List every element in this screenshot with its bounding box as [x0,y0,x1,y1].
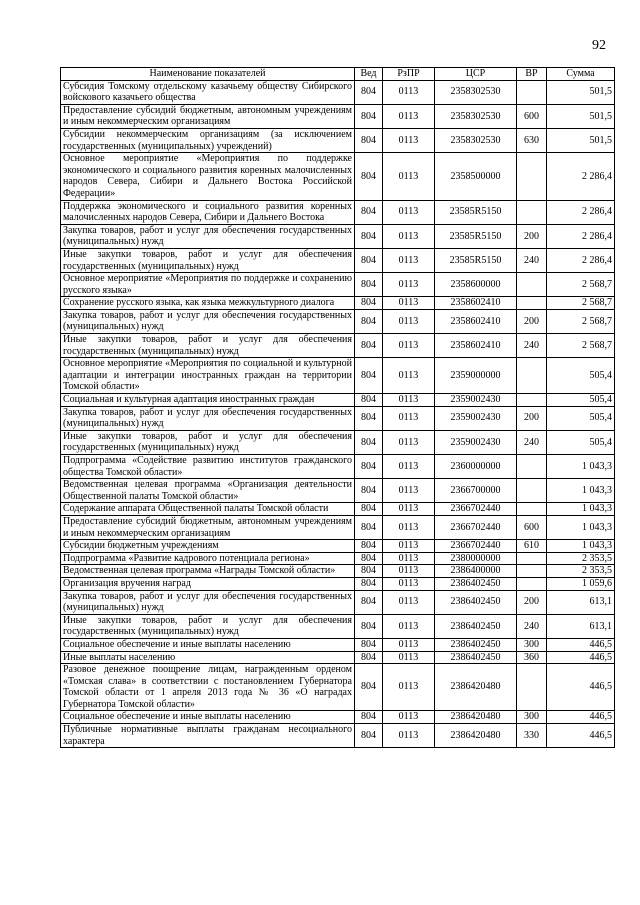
table-row [61,651,615,664]
cell-vr: 600 [517,515,547,539]
cell-sum: 505,4 [547,358,615,394]
cell-name: Закупка товаров, работ и услуг для обеспечения государственных (муниципальных) нужд [61,224,355,248]
cell-name: Социальное обеспечение и иные выплаты населению [61,711,355,724]
table-row [61,577,615,590]
cell-sum: 446,5 [547,711,615,724]
table-row [61,273,615,297]
cell-csr: 2358600000 [435,273,517,297]
cell-csr: 2386420480 [435,711,517,724]
cell-sum: 2 286,4 [547,224,615,248]
cell-sum: 2 568,7 [547,309,615,333]
cell-vr [517,455,547,479]
cell-ved: 804 [355,540,383,553]
cell-csr: 2359000000 [435,358,517,394]
header-name: Наименование показателей [61,68,355,81]
cell-rzpr: 0113 [383,565,435,578]
cell-vr [517,153,547,200]
cell-vr: 330 [517,724,547,748]
cell-csr: 2358302530 [435,80,517,104]
table-row [61,200,615,224]
table-row [61,153,615,200]
cell-name: Подпрограмма «Развитие кадрового потенциала региона» [61,552,355,565]
cell-vr: 600 [517,104,547,128]
cell-sum: 2 568,7 [547,297,615,310]
cell-vr: 200 [517,590,547,614]
cell-ved: 804 [355,711,383,724]
cell-rzpr: 0113 [383,200,435,224]
cell-sum: 2 286,4 [547,153,615,200]
cell-ved: 804 [355,406,383,430]
table-row [61,515,615,539]
table-row [61,590,615,614]
cell-ved: 804 [355,297,383,310]
cell-name: Субсидии бюджетным учреждениям [61,540,355,553]
cell-sum: 446,5 [547,651,615,664]
cell-vr: 610 [517,540,547,553]
cell-rzpr: 0113 [383,153,435,200]
cell-ved: 804 [355,334,383,358]
cell-csr: 2386400000 [435,565,517,578]
cell-ved: 804 [355,664,383,711]
cell-ved: 804 [355,651,383,664]
cell-csr: 2366702440 [435,515,517,539]
table-header-row [61,68,615,81]
cell-csr: 2366702440 [435,540,517,553]
cell-ved: 804 [355,80,383,104]
cell-vr [517,358,547,394]
cell-rzpr: 0113 [383,552,435,565]
table-row [61,479,615,503]
cell-sum: 1 043,3 [547,455,615,479]
table-row [61,724,615,748]
cell-rzpr: 0113 [383,394,435,407]
page-number: 92 [592,38,606,53]
cell-csr: 2358602410 [435,297,517,310]
cell-name: Организация вручения наград [61,577,355,590]
cell-csr: 2380000000 [435,552,517,565]
cell-vr: 360 [517,651,547,664]
table-row [61,406,615,430]
cell-rzpr: 0113 [383,297,435,310]
cell-vr [517,200,547,224]
table-row [61,80,615,104]
cell-csr: 2360000000 [435,455,517,479]
header-rzpr: РзПР [383,68,435,81]
cell-rzpr: 0113 [383,651,435,664]
cell-vr [517,273,547,297]
cell-sum: 446,5 [547,724,615,748]
cell-name: Сохранение русского языка, как языка межкультурного диалога [61,297,355,310]
cell-sum: 446,5 [547,638,615,651]
cell-sum: 613,1 [547,614,615,638]
cell-csr: 2358302530 [435,128,517,152]
cell-name: Содержание аппарата Общественной палаты Томской области [61,503,355,516]
cell-name: Подпрограмма «Содействие развитию институтов гражданского общества Томской области» [61,455,355,479]
cell-vr [517,479,547,503]
cell-name: Иные закупки товаров, работ и услуг для обеспечения государственных (муниципальных) нужд [61,614,355,638]
cell-sum: 505,4 [547,394,615,407]
cell-name: Основное мероприятие «Мероприятия по поддержке и сохранению русского языка» [61,273,355,297]
cell-csr: 2366700000 [435,479,517,503]
cell-ved: 804 [355,273,383,297]
cell-name: Субсидия Томскому отдельскому казачьему обществу Сибирского войскового казачьего общества [61,80,355,104]
cell-vr: 200 [517,224,547,248]
cell-rzpr: 0113 [383,590,435,614]
cell-rzpr: 0113 [383,503,435,516]
cell-sum: 505,4 [547,430,615,454]
table-body [61,80,615,748]
table-row [61,104,615,128]
cell-csr: 2358602410 [435,334,517,358]
cell-sum: 2 353,5 [547,552,615,565]
cell-rzpr: 0113 [383,711,435,724]
cell-vr: 240 [517,334,547,358]
cell-rzpr: 0113 [383,406,435,430]
cell-csr: 2386402450 [435,590,517,614]
cell-ved: 804 [355,128,383,152]
cell-vr: 200 [517,309,547,333]
cell-name: Ведомственная целевая программа «Организация деятельности Общественной палаты Томской области» [61,479,355,503]
header-csr: ЦСР [435,68,517,81]
cell-name: Иные закупки товаров, работ и услуг для обеспечения государственных (муниципальных) нужд [61,248,355,272]
cell-name: Иные закупки товаров, работ и услуг для обеспечения государственных (муниципальных) нужд [61,334,355,358]
cell-ved: 804 [355,430,383,454]
cell-sum: 446,5 [547,664,615,711]
table-row [61,711,615,724]
cell-ved: 804 [355,200,383,224]
cell-rzpr: 0113 [383,664,435,711]
cell-sum: 501,5 [547,80,615,104]
cell-name: Ведомственная целевая программа «Награды Томской области» [61,565,355,578]
cell-name: Основное мероприятие «Мероприятия по социальной и культурной адаптации и интеграции иностранных граждан на территории Томской области» [61,358,355,394]
cell-vr: 240 [517,614,547,638]
cell-sum: 501,5 [547,104,615,128]
cell-name: Социальная и культурная адаптация иностранных граждан [61,394,355,407]
cell-name: Предоставление субсидий бюджетным, автономным учреждениям и иным некоммерческим организациям [61,104,355,128]
cell-rzpr: 0113 [383,358,435,394]
cell-name: Социальное обеспечение и иные выплаты населению [61,638,355,651]
cell-csr: 2386420480 [435,724,517,748]
cell-sum: 2 286,4 [547,248,615,272]
cell-sum: 2 568,7 [547,273,615,297]
cell-rzpr: 0113 [383,455,435,479]
cell-vr [517,565,547,578]
cell-csr: 2386402450 [435,577,517,590]
table-row [61,394,615,407]
table-row [61,565,615,578]
cell-rzpr: 0113 [383,724,435,748]
cell-ved: 804 [355,455,383,479]
cell-ved: 804 [355,590,383,614]
header-sum: Сумма [547,68,615,81]
cell-ved: 804 [355,552,383,565]
cell-csr: 2386402450 [435,614,517,638]
cell-ved: 804 [355,224,383,248]
table-row [61,248,615,272]
cell-ved: 804 [355,503,383,516]
cell-rzpr: 0113 [383,128,435,152]
cell-name: Иные выплаты населению [61,651,355,664]
cell-rzpr: 0113 [383,224,435,248]
table-row [61,358,615,394]
cell-csr: 23585R5150 [435,248,517,272]
cell-sum: 1 059,6 [547,577,615,590]
cell-rzpr: 0113 [383,430,435,454]
cell-csr: 2386402450 [435,651,517,664]
budget-table [60,67,615,748]
table-row [61,552,615,565]
cell-rzpr: 0113 [383,273,435,297]
table-row [61,638,615,651]
cell-sum: 501,5 [547,128,615,152]
cell-ved: 804 [355,394,383,407]
cell-csr: 2359002430 [435,406,517,430]
cell-csr: 2386420480 [435,664,517,711]
cell-csr: 2358500000 [435,153,517,200]
cell-vr: 200 [517,406,547,430]
cell-vr [517,80,547,104]
table-row [61,503,615,516]
cell-ved: 804 [355,479,383,503]
cell-vr [517,503,547,516]
table-row [61,128,615,152]
cell-ved: 804 [355,358,383,394]
cell-vr: 300 [517,711,547,724]
cell-sum: 505,4 [547,406,615,430]
cell-rzpr: 0113 [383,638,435,651]
table-row [61,430,615,454]
cell-csr: 2358302530 [435,104,517,128]
table-row [61,334,615,358]
cell-ved: 804 [355,248,383,272]
cell-ved: 804 [355,614,383,638]
cell-ved: 804 [355,515,383,539]
cell-rzpr: 0113 [383,540,435,553]
table-row [61,455,615,479]
cell-csr: 2386402450 [435,638,517,651]
table-row [61,297,615,310]
cell-vr [517,297,547,310]
cell-vr [517,577,547,590]
cell-name: Публичные нормативные выплаты гражданам несоциального характера [61,724,355,748]
cell-csr: 2359002430 [435,394,517,407]
cell-vr [517,394,547,407]
cell-rzpr: 0113 [383,334,435,358]
cell-ved: 804 [355,104,383,128]
cell-ved: 804 [355,724,383,748]
cell-csr: 2358602410 [435,309,517,333]
table-row [61,614,615,638]
table-row [61,224,615,248]
cell-csr: 2366702440 [435,503,517,516]
cell-ved: 804 [355,577,383,590]
table-row [61,309,615,333]
cell-ved: 804 [355,309,383,333]
cell-vr: 240 [517,430,547,454]
header-ved: Вед [355,68,383,81]
cell-name: Основное мероприятие «Мероприятия по поддержке экономического и социального развития коренных малочисленных народов Севера, Сибири и Дальнего Востока Российской Федерации» [61,153,355,200]
cell-ved: 804 [355,565,383,578]
cell-sum: 613,1 [547,590,615,614]
cell-sum: 2 286,4 [547,200,615,224]
cell-rzpr: 0113 [383,479,435,503]
cell-name: Закупка товаров, работ и услуг для обеспечения государственных (муниципальных) нужд [61,309,355,333]
cell-vr [517,552,547,565]
cell-sum: 2 353,5 [547,565,615,578]
cell-sum: 2 568,7 [547,334,615,358]
cell-name: Закупка товаров, работ и услуг для обеспечения государственных (муниципальных) нужд [61,406,355,430]
cell-rzpr: 0113 [383,614,435,638]
header-vr: ВР [517,68,547,81]
cell-name: Иные закупки товаров, работ и услуг для обеспечения государственных (муниципальных) нужд [61,430,355,454]
cell-csr: 2359002430 [435,430,517,454]
cell-name: Предоставление субсидий бюджетным, автономным учреждениям и иным некоммерческим организациям [61,515,355,539]
table-row [61,540,615,553]
cell-sum: 1 043,3 [547,479,615,503]
cell-name: Поддержка экономического и социального развития коренных малочисленных народов Севера, Сибири и Дальнего Востока [61,200,355,224]
cell-sum: 1 043,3 [547,503,615,516]
cell-sum: 1 043,3 [547,515,615,539]
cell-sum: 1 043,3 [547,540,615,553]
cell-ved: 804 [355,638,383,651]
cell-name: Закупка товаров, работ и услуг для обеспечения государственных (муниципальных) нужд [61,590,355,614]
cell-name: Разовое денежное поощрение лицам, награжденным орденом «Томская слава» в соответствии с постановлением Губернатора Томской области от 1 апреля 2013 года № 36 «О наградах Губернатора Томской области» [61,664,355,711]
cell-csr: 23585R5150 [435,200,517,224]
cell-vr: 240 [517,248,547,272]
cell-vr [517,664,547,711]
cell-name: Субсидии некоммерческим организациям (за исключением государственных (муниципальных) учреждений) [61,128,355,152]
cell-vr: 630 [517,128,547,152]
cell-vr: 300 [517,638,547,651]
cell-rzpr: 0113 [383,515,435,539]
cell-rzpr: 0113 [383,80,435,104]
cell-rzpr: 0113 [383,248,435,272]
cell-csr: 23585R5150 [435,224,517,248]
cell-rzpr: 0113 [383,577,435,590]
cell-rzpr: 0113 [383,104,435,128]
table-row [61,664,615,711]
cell-ved: 804 [355,153,383,200]
cell-rzpr: 0113 [383,309,435,333]
